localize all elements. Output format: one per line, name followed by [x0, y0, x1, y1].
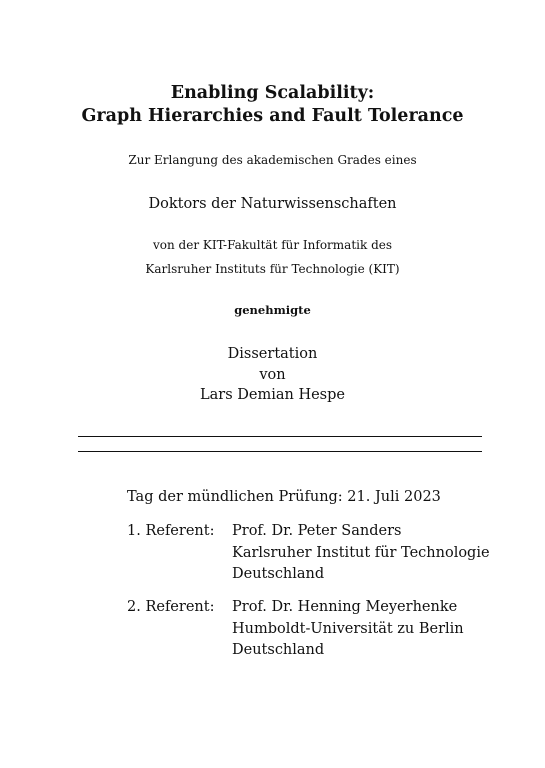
divider-top: [78, 436, 482, 437]
referee-1-institution: Karlsruher Institut für Technologie: [232, 544, 490, 561]
referee-1-name: Prof. Dr. Peter Sanders: [232, 523, 402, 539]
exam-date: Tag der mündlichen Prüfung: 21. Juli 2023: [127, 489, 441, 505]
degree-name: Doktors der Naturwissenschaften: [148, 196, 397, 212]
referee-1-country: Deutschland: [232, 566, 325, 582]
approved-label: genehmigte: [234, 303, 311, 317]
referee-2-country: Deutschland: [232, 642, 325, 658]
thesis-title-line-1: Enabling Scalability:: [170, 83, 375, 103]
referee-1-details: [232, 521, 490, 586]
referee-1-label: 1. Referent:: [127, 523, 215, 539]
thesis-title-line-2: Graph Hierarchies and Fault Tolerance: [81, 106, 464, 126]
thesis-title: [0, 82, 545, 128]
divider-bottom: [78, 451, 482, 452]
dissertation-label: Dissertation: [227, 346, 318, 362]
faculty-line-1: von der KIT-Fakultät für Informatik des: [152, 238, 393, 252]
referee-2-name: Prof. Dr. Henning Meyerhenke: [232, 599, 458, 615]
referee-2-details: [232, 597, 464, 662]
referee-2-label: 2. Referent:: [127, 599, 215, 615]
dissertation-by: von: [259, 367, 286, 383]
author-name: Lars Demian Hespe: [200, 387, 345, 403]
referee-2-institution: Humboldt-Universität zu Berlin: [232, 620, 464, 637]
degree-intro: Zur Erlangung des akademischen Grades eines: [128, 153, 417, 167]
faculty-line-2: Karlsruher Instituts für Technologie (KIT): [145, 262, 400, 276]
